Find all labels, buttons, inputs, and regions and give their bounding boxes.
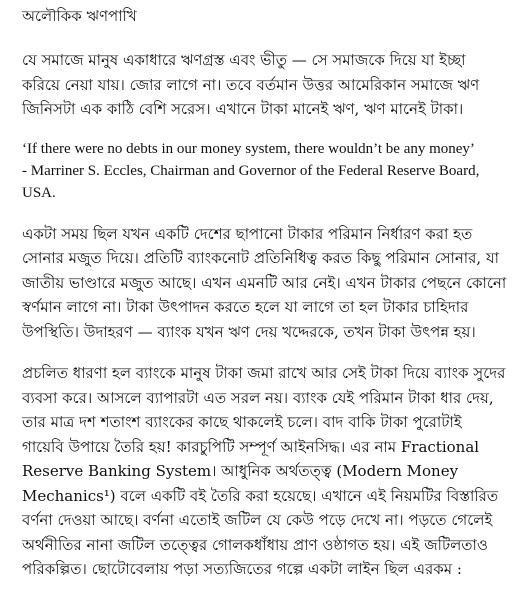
quote-line: - Marriner S. Eccles, Chairman and Governor of the Federal Reserve Board,	[22, 162, 480, 179]
paragraph-fractional-reserve	[22, 361, 517, 582]
quote-block	[22, 138, 517, 204]
text-line: যে সমাজে মানুষ একাধারে ঋণগ্রস্ত এবং ভীতু — সে সমাজকে দিয়ে যা ইচ্ছা	[22, 51, 466, 69]
text-line: করিয়ে নেয়া যায়। জোর লাগে না। তবে বর্তমান উত্তর আমেরিকান সমাজে ঋণ	[22, 75, 480, 94]
document-title: অলৌকিক ঋণপাখি	[22, 7, 137, 25]
text-line: Reserve Banking System। আধুনিক অর্থতত্ত্ব (Modern Money	[22, 462, 459, 480]
text-line: ব্যবসা করে। আসলে ব্যাপারটা এত সরল নয়। ব্যাংক যেই পরিমান টাকা ধার দেয়,	[22, 388, 494, 407]
quote-line: USA.	[22, 184, 56, 201]
document-page	[22, 6, 517, 582]
text-line: সোনার মজুত দিয়ে। প্রতিটি ব্যাংকনোট প্রতিনিধিত্ব করত কিছু পরিমান সোনার, যা	[22, 249, 499, 267]
text-line: তার মাত্র দশ শতাংশ ব্যাংকের কাছে থাকলেই চলে। বাদ বাকি টাকা পুরোটাই	[22, 413, 462, 431]
paragraph-gold-standard	[22, 222, 517, 345]
text-line: অর্থনীতির নানা জটিল তত্ত্বের গোলকধাঁধায় প্রাণ ওষ্ঠাগত হয়। এই জটিলতাও	[22, 535, 488, 554]
quote-line: ‘If there were no debts in our money system, there wouldn’t be any money’	[22, 140, 475, 157]
text-line: পরিকল্পিত। ছোটোবেলায় পড়া সত্যজিতের গল্পে একটা লাইন ছিল এরকম :	[22, 560, 462, 578]
text-line: বর্ণনা দেওয়া আছে। বর্ণনা এতোই জটিল যে কেউ পড়ে দেখে না। পড়তে গেলেই	[22, 511, 493, 529]
text-line: স্বর্ণমান লাগে না। টাকা উৎপাদন করতে হলে যা লাগে তা হল টাকার চাহিদার	[22, 298, 469, 316]
text-line: জাতীয় ভাণ্ডারে মজুত আছে। এখন এমনটি আর নেই। এখন টাকার পেছনে কোনো	[22, 273, 507, 292]
text-line: গায়েবি উপায়ে তৈরি হয়! কারচুপিটি সম্পূর্ণ আইনসিদ্ধ। এর নাম Fractional	[22, 437, 480, 456]
text-line: জিনিসটা এক কাঠি বেশি সরেস। এখানে টাকা মানেই ঋণ, ঋণ মানেই টাকা।	[22, 100, 464, 118]
text-line: Mechanics¹) বলে একটি বই তৈরি করা হয়েছে। এখানে এই নিয়মটির বিস্তারিত	[22, 486, 499, 505]
text-line: একটা সময় ছিল যখন একটি দেশের ছাপানো টাকার পরিমান নির্ধারণ করা হত	[22, 224, 473, 243]
text-line: প্রচলিত ধারণা হল ব্যাংকে মানুষ টাকা জমা রাখে আর সেই টাকা দিয়ে ব্যাংক সুদের	[22, 364, 506, 382]
paragraph-intro	[22, 48, 517, 122]
text-line: উপস্থিতি। উদাহরণ — ব্যাংক যখন ঋণ দেয় খদ্দেরকে, তখন টাকা উৎপন্ন হয়।	[22, 322, 476, 341]
